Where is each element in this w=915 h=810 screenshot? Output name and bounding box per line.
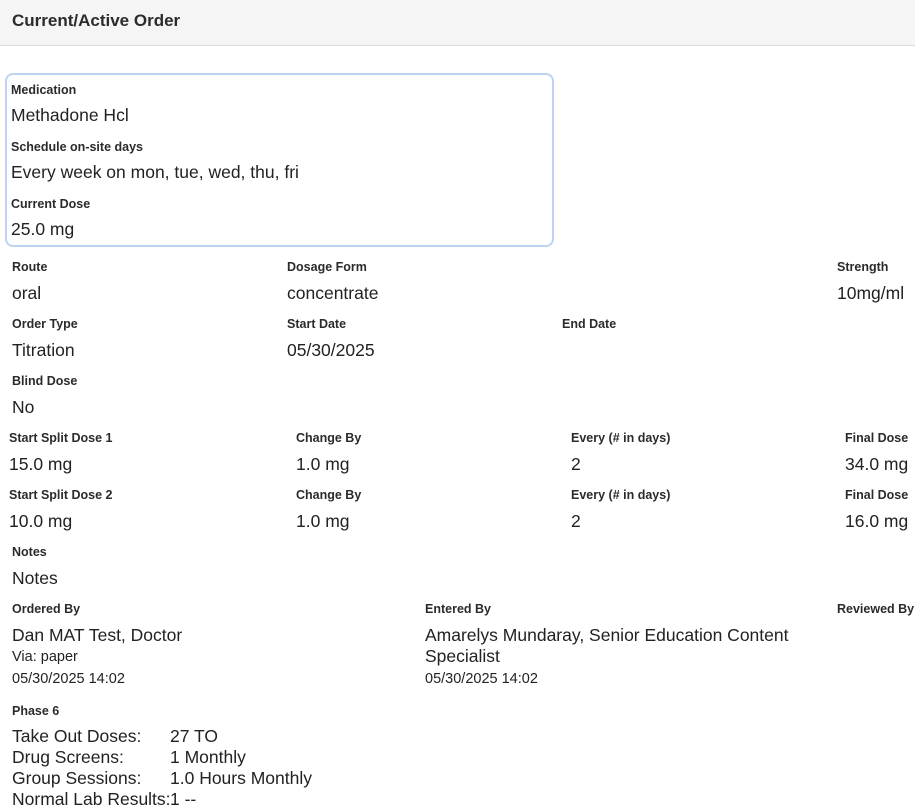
entered-by-label: Entered By xyxy=(425,602,491,616)
medication-card xyxy=(5,73,554,247)
split-dose-1-value: 15.0 mg xyxy=(9,454,73,474)
ordered-by-label: Ordered By xyxy=(12,602,81,616)
end-date-label: End Date xyxy=(562,317,617,331)
phase-label: Phase 6 xyxy=(12,704,60,718)
reviewed-by-label: Reviewed By xyxy=(837,602,915,616)
route-label: Route xyxy=(12,260,48,274)
dosage-form-value: concentrate xyxy=(287,283,379,303)
phase-row-key: Group Sessions: xyxy=(12,768,142,788)
split-1-every-value: 2 xyxy=(571,454,581,474)
page-title: Current/Active Order xyxy=(12,11,181,30)
start-date-label: Start Date xyxy=(287,317,347,331)
split-2-final-dose-value: 16.0 mg xyxy=(845,511,909,531)
panel-header xyxy=(0,0,915,46)
strength-label: Strength xyxy=(837,260,889,274)
route-value: oral xyxy=(12,283,42,303)
order-type-value: Titration xyxy=(12,340,75,360)
blind-dose-value: No xyxy=(12,397,35,417)
notes-label: Notes xyxy=(12,545,47,559)
schedule-value: Every week on mon, tue, wed, thu, fri xyxy=(11,162,299,182)
split-1-final-dose-value: 34.0 mg xyxy=(845,454,909,474)
split-2-change-by-value: 1.0 mg xyxy=(296,511,350,531)
split-dose-2-value: 10.0 mg xyxy=(9,511,73,531)
split-2-every-value: 2 xyxy=(571,511,581,531)
phase-row-value: 27 TO xyxy=(170,726,218,746)
ordered-by-name: Dan MAT Test, Doctor xyxy=(12,625,183,645)
split-2-final-dose-label: Final Dose xyxy=(845,488,909,502)
phase-row-key: Normal Lab Results: xyxy=(12,789,171,809)
notes-value: Notes xyxy=(12,568,58,588)
current-dose-label: Current Dose xyxy=(11,197,91,211)
ordered-datetime: 05/30/2025 14:02 xyxy=(12,671,125,687)
split-1-change-by-value: 1.0 mg xyxy=(296,454,350,474)
ordered-via: Via: paper xyxy=(12,649,78,665)
split-dose-2-label: Start Split Dose 2 xyxy=(9,488,113,502)
phase-row-value: 1 Monthly xyxy=(170,747,246,767)
split-dose-1-label: Start Split Dose 1 xyxy=(9,431,113,445)
split-1-change-by-label: Change By xyxy=(296,431,362,445)
medication-label: Medication xyxy=(11,83,77,97)
phase-row-key: Take Out Doses: xyxy=(12,726,142,746)
order-type-label: Order Type xyxy=(12,317,78,331)
phase-row-key: Drug Screens: xyxy=(12,747,124,767)
entered-by-name: Amarelys Mundaray, Senior Education Content Specialist xyxy=(425,625,789,666)
current-dose-value: 25.0 mg xyxy=(11,219,75,239)
medication-value: Methadone Hcl xyxy=(11,105,129,125)
split-2-every-label: Every (# in days) xyxy=(571,488,671,502)
dosage-form-label: Dosage Form xyxy=(287,260,367,274)
schedule-label: Schedule on-site days xyxy=(11,140,143,154)
blind-dose-label: Blind Dose xyxy=(12,374,78,388)
split-1-final-dose-label: Final Dose xyxy=(845,431,909,445)
split-1-every-label: Every (# in days) xyxy=(571,431,671,445)
start-date-value: 05/30/2025 xyxy=(287,340,375,360)
entered-datetime: 05/30/2025 14:02 xyxy=(425,671,538,687)
split-2-change-by-label: Change By xyxy=(296,488,362,502)
strength-value: 10mg/ml xyxy=(837,283,905,303)
phase-row-value: 1.0 Hours Monthly xyxy=(170,768,313,788)
phase-row-value: 1 -- xyxy=(170,789,197,809)
